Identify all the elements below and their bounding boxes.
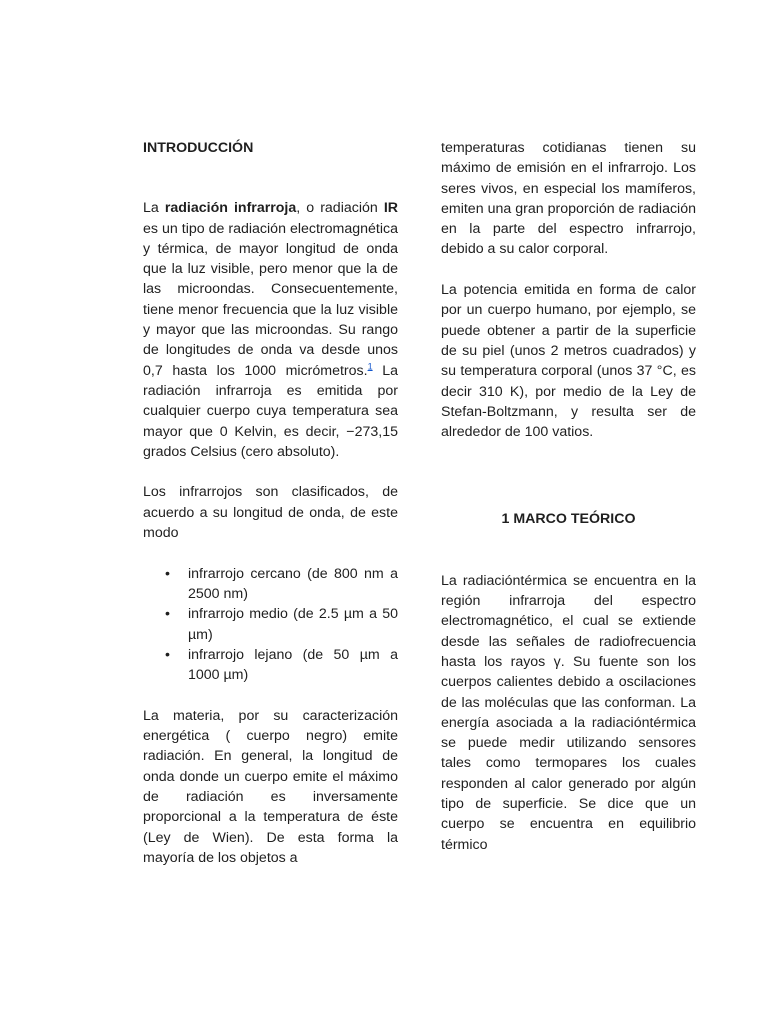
power-paragraph: La potencia emitida en forma de calor por un cuerpo humano, por ejemplo, se puede obtener a partir de la superficie de su piel (unos 2 metros cuadrados) y su temperatura corporal (unos 37 °C, es decir 310 K), por medio de la Ley de Stefan-Boltzmann, y resulta ser de alrededor de 100 vatios. <box>441 282 696 441</box>
left-column <box>143 138 398 868</box>
introduction-heading: INTRODUCCIÓN <box>143 140 254 156</box>
footnote-link[interactable]: 1 <box>367 360 373 371</box>
intro-paragraph <box>143 198 398 462</box>
theoretical-framework-heading: 1 MARCO TEÓRICO <box>501 511 636 528</box>
intro-text-2: , o radiación <box>296 200 384 217</box>
term-infrared-radiation: radiación infrarroja <box>164 200 297 217</box>
infrared-types-list <box>143 564 398 686</box>
right-column <box>441 138 696 855</box>
classification-paragraph: Los infrarrojos son clasificados, de acuerdo a su longitud de onda, de este modo <box>143 484 398 542</box>
temperatures-paragraph: temperaturas cotidianas tienen su máximo de emisión en el infrarrojo. Los seres vivos, en especial los mamíferos, emiten una gran proporción de radiación en la parte del espectro infrarrojo, debido a su calor corporal. <box>441 140 696 258</box>
intro-text-1: La <box>143 200 165 217</box>
thermal-radiation-paragraph: La radiacióntérmica se encuentra en la región infrarroja del espectro electromagnético, el cual se extiende desde las señales de radiofrecuencia hasta los rayos γ. Su fuente son los cuerpos calientes debido a oscilaciones de las moléculas que las conforman. La energía asociada a la radiacióntérmica se puede medir utilizando sensores tales como termopares los cuales responden al calor generado por algún tipo de superficie. Se dice que un cuerpo se encuentra en equilibrio térmico <box>441 572 696 853</box>
list-item: • infrarrojo lejano (de 50 µm a 1000 µm) <box>188 645 398 686</box>
list-item: • infrarrojo cercano (de 800 nm a 2500 nm) <box>188 564 398 605</box>
intro-text-3: es un tipo de radiación electromagnética y térmica, de mayor longitud de onda que la luz visible, pero menor que la de las microondas. Consecuentemente, tiene menor frecuencia que la luz visible y mayor que las microondas. Su rango de longitudes de onda va desde unos 0,7 hasta los 1000 micrómetros. <box>143 220 398 379</box>
matter-paragraph: La materia, por su caracterización energética ( cuerpo negro) emite radiación. En general, la longitud de onda donde un cuerpo emite el máximo de radiación es inversamente proporcional a la temperatura de éste (Ley de Wien). De esta forma la mayoría de los objetos a <box>143 707 398 866</box>
term-ir: IR <box>383 200 399 217</box>
intro-text-4: La radiación infrarroja es emitida por cualquier cuerpo cuya temperatura sea mayor que 0 Kelvin, es decir, −273,15 grados Celsius (cero absoluto). <box>143 362 398 460</box>
list-item: • infrarrojo medio (de 2.5 µm a 50 µm) <box>188 604 398 645</box>
